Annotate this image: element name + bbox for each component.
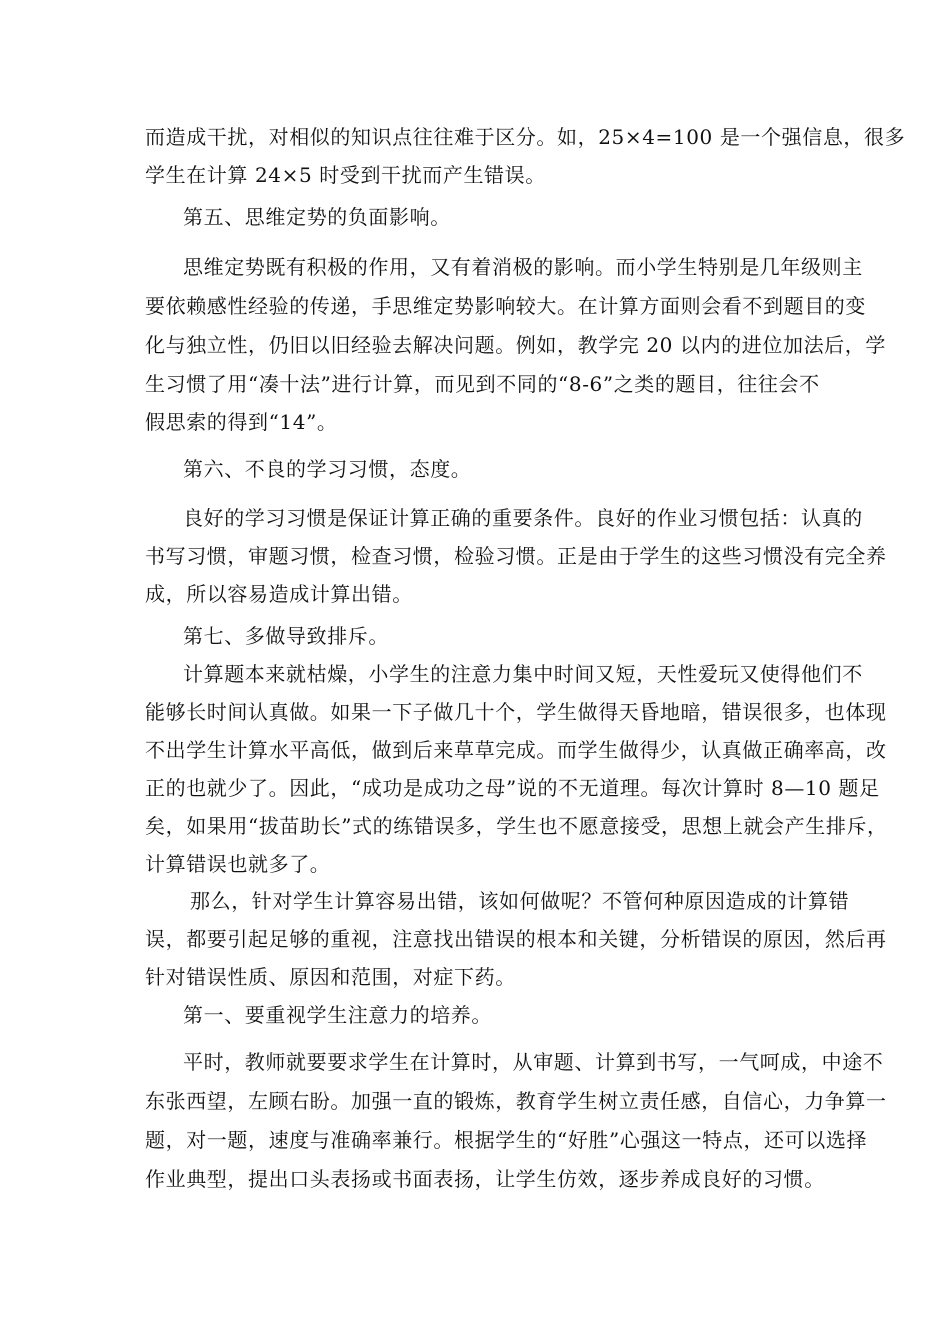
text-line: 题，对一题，速度与准确率兼行。根据学生的“好胜”心强这一特点，还可以选择 bbox=[145, 1128, 868, 1152]
text-line: 思维定势既有积极的作用，又有着消极的影响。而小学生特别是几年级则主 bbox=[183, 255, 863, 279]
text-line: 生习惯了用“凑十法”进行计算，而见到不同的“8-6”之类的题目，往往会不 bbox=[145, 372, 820, 396]
text-line: 矣，如果用“拔苗助长”式的练错误多，学生也不愿意接受，思想上就会产生排斥， bbox=[145, 814, 888, 838]
text-line: 计算题本来就枯燥，小学生的注意力集中时间又短，天性爱玩又使得他们不 bbox=[183, 662, 863, 686]
text-line: 东张西望，左顾右盼。加强一直的锻炼，教育学生树立责任感，自信心，力争算一 bbox=[145, 1089, 887, 1113]
text-line: 不出学生计算水平高低，做到后来草草完成。而学生做得少，认真做正确率高，改 bbox=[145, 738, 887, 762]
section-heading: 第六、不良的学习习惯，态度。 bbox=[183, 457, 472, 481]
section-heading: 第五、思维定势的负面影响。 bbox=[183, 205, 451, 229]
text-line: 成，所以容易造成计算出错。 bbox=[145, 582, 413, 606]
text-line: 能够长时间认真做。如果一下子做几十个，学生做得天昏地暗，错误很多，也体现 bbox=[145, 700, 887, 724]
text-line: 误，都要引起足够的重视，注意找出错误的根本和关键，分析错误的原因，然后再 bbox=[145, 927, 887, 951]
text-line: 要依赖感性经验的传递，手思维定势影响较大。在计算方面则会看不到题目的变 bbox=[145, 294, 866, 318]
text-line: 那么，针对学生计算容易出错，该如何做呢？不管何种原因造成的计算错 bbox=[190, 889, 850, 913]
section-heading: 第七、多做导致排斥。 bbox=[183, 624, 389, 648]
text-line: 计算错误也就多了。 bbox=[145, 852, 331, 876]
text-line: 假思索的得到“14”。 bbox=[145, 410, 338, 434]
text-line: 化与独立性，仍旧以旧经验去解决问题。例如，教学完 20 以内的进位加法后，学 bbox=[145, 333, 886, 357]
text-line: 学生在计算 24×5 时受到干扰而产生错误。 bbox=[145, 163, 546, 187]
text-line: 作业典型，提出口头表扬或书面表扬，让学生仿效，逐步养成良好的习惯。 bbox=[145, 1167, 825, 1191]
text-line: 正的也就少了。因此，“成功是成功之母”说的不无道理。每次计算时 8—10 题足 bbox=[145, 776, 880, 800]
text-line: 良好的学习习惯是保证计算正确的重要条件。良好的作业习惯包括：认真的 bbox=[183, 506, 863, 530]
text-line: 而造成干扰，对相似的知识点往往难于区分。如，25×4=100 是一个强信息，很多 bbox=[145, 125, 906, 149]
section-heading: 第一、要重视学生注意力的培养。 bbox=[183, 1003, 492, 1027]
text-line: 平时，教师就要要求学生在计算时，从审题、计算到书写，一气呵成，中途不 bbox=[183, 1050, 884, 1074]
text-line: 针对错误性质、原因和范围，对症下药。 bbox=[145, 965, 516, 989]
text-line: 书写习惯，审题习惯，检查习惯，检验习惯。正是由于学生的这些习惯没有完全养 bbox=[145, 544, 887, 568]
